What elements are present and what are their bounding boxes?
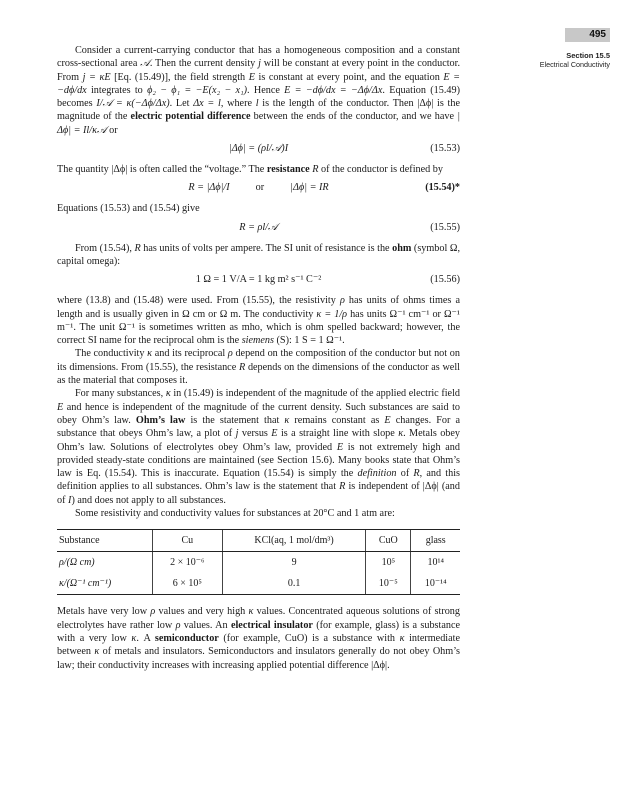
paragraph-5: where (13.8) and (15.48) were used. From (15.55), the resistivity ρ has units of ohms times a length and is usually given in Ω cm or Ω m. The conductivity κ = 1/ρ has units Ω⁻¹ cm⁻¹ or Ω⁻¹ m⁻¹. The unit Ω⁻¹ is sometimes written as mho, which is ohm spelled backward; however, the correct SI name for the reciprocal ohm is the siemens (S): 1 S = 1 Ω⁻¹. [57,295,460,347]
paragraph-1: Consider a current-carrying conductor that has a homogeneous composition and a constant cross-sectional area 𝒜. Then the current density j will be constant at every point in the conductor. From j = κE [Eq. (15.49)], the field strength E is constant at every point, and the equation E = −dϕ/dx integrates to ϕ₂ − ϕ₁ = −E(x₂ − x₁). Hence E = −dϕ/dx = −Δϕ/Δx. Equation (15.49) becomes I/𝒜 = κ(−Δϕ/Δx). Let Δx = l, where l is the length of the conductor. Then |Δϕ| is the magnitude of the electric potential difference between the ends of the conductor, and we have |Δϕ| = Il/κ𝒜 or [57,45,461,136]
paragraph-9: Metals have very low ρ values and very high κ values. Concentrated aqueous solutions of strong electrolytes have rather low ρ values. An electrical insulator (for example, glass) is a substance with a very low κ. A semiconductor (for example, CuO) is a substance with κ intermediate between κ of metals and insulators. Semiconductors and insulators generally do not obey Ohm’s law; their conductivity increases with increasing applied potential difference |Δϕ|. [57,606,460,671]
table-header-row [57,530,460,552]
equation-expression: 1 Ω = 1 V/A = 1 kg m² s⁻¹ C⁻² [195,274,322,286]
table-header-cell: Cu [152,530,222,552]
table-cell: 9 [222,552,365,574]
section-label [470,51,610,69]
equation-15-53 [57,142,460,160]
table-row [57,552,460,574]
paragraph-2: The quantity |Δϕ| is often called the “voltage.” The resistance R of the conductor is defined by [57,164,443,176]
table-cell: 2 × 10⁻⁶ [152,552,222,574]
table-cell: ρ/(Ω cm) [59,557,95,569]
main-text-column [57,44,460,672]
table-header-cell: CuO [366,530,411,552]
table-header-cell: Substance [57,530,152,552]
table-cell: 10⁻¹⁴ [411,573,460,595]
equation-15-56 [57,273,460,291]
equation-15-54 [57,181,460,199]
paragraph-3: Equations (15.53) and (15.54) give [57,203,200,215]
section-title: Electrical Conductivity [539,60,610,69]
table-cell: 6 × 10⁵ [152,573,222,595]
table-cell: 0.1 [222,573,365,595]
resistivity-table [57,529,460,595]
table-row [57,573,460,595]
table-header-cell: glass [411,530,460,552]
paragraph-7: For many substances, κ in (15.49) is independent of the magnitude of the applied electric field E and hence is independent of the magnitude of the current density. Such substances are said to obey Ohm’s law. Ohm’s law is the statement that κ remains constant as E changes. For a substance that obeys Ohm’s law, a plot of j versus E is a straight line with slope κ. Metals obey Ohm’s law. Solutions of electrolytes obey Ohm’s law, provided E is not extremely high and provided steady-state conditions are maintained (see Section 15.6). Many books state that Ohm’s law is Eq. (15.54). This is inaccurate. Equation (15.54) is simply the definition of R, and this definition applies to all substances. Ohm’s law is the statement that R is independent of |Δϕ| (and of I) and does not apply to all substances. [57,388,460,506]
page-number: 495 [565,28,610,42]
paragraph-8: Some resistivity and conductivity values for substances at 20°C and 1 atm are: [75,508,395,520]
table-cell: 10¹⁴ [411,552,460,574]
section-number: Section 15.5 [566,51,610,60]
equation-expression: |Δϕ| = (ρl/𝒜)I [228,143,289,155]
equation-number: (15.56) [430,274,460,286]
table-header-cell: KCl(aq, 1 mol/dm³) [222,530,365,552]
table-cell: 10⁻⁵ [366,573,411,595]
table-cell: κ/(Ω⁻¹ cm⁻¹) [57,573,152,595]
equation-number: (15.53) [430,143,460,155]
paragraph-6: The conductivity κ and its reciprocal ρ depend on the composition of the conductor but not on its dimensions. From (15.55), the resistance R depends on the dimensions of the conductor as well as the material that composes it. [57,348,460,387]
equation-number: (15.55) [430,221,460,233]
equation-number: (15.54)* [425,182,460,194]
table-cell: 10⁵ [366,552,411,574]
equation-15-55 [57,221,460,239]
equation-expression: R = |Δϕ|/I or |Δϕ| = IR [188,182,329,194]
equation-expression: R = ρl/𝒜 [239,221,278,233]
paragraph-4: From (15.54), R has units of volts per ampere. The SI unit of resistance is the ohm (symbol Ω, capital omega): [57,242,460,267]
